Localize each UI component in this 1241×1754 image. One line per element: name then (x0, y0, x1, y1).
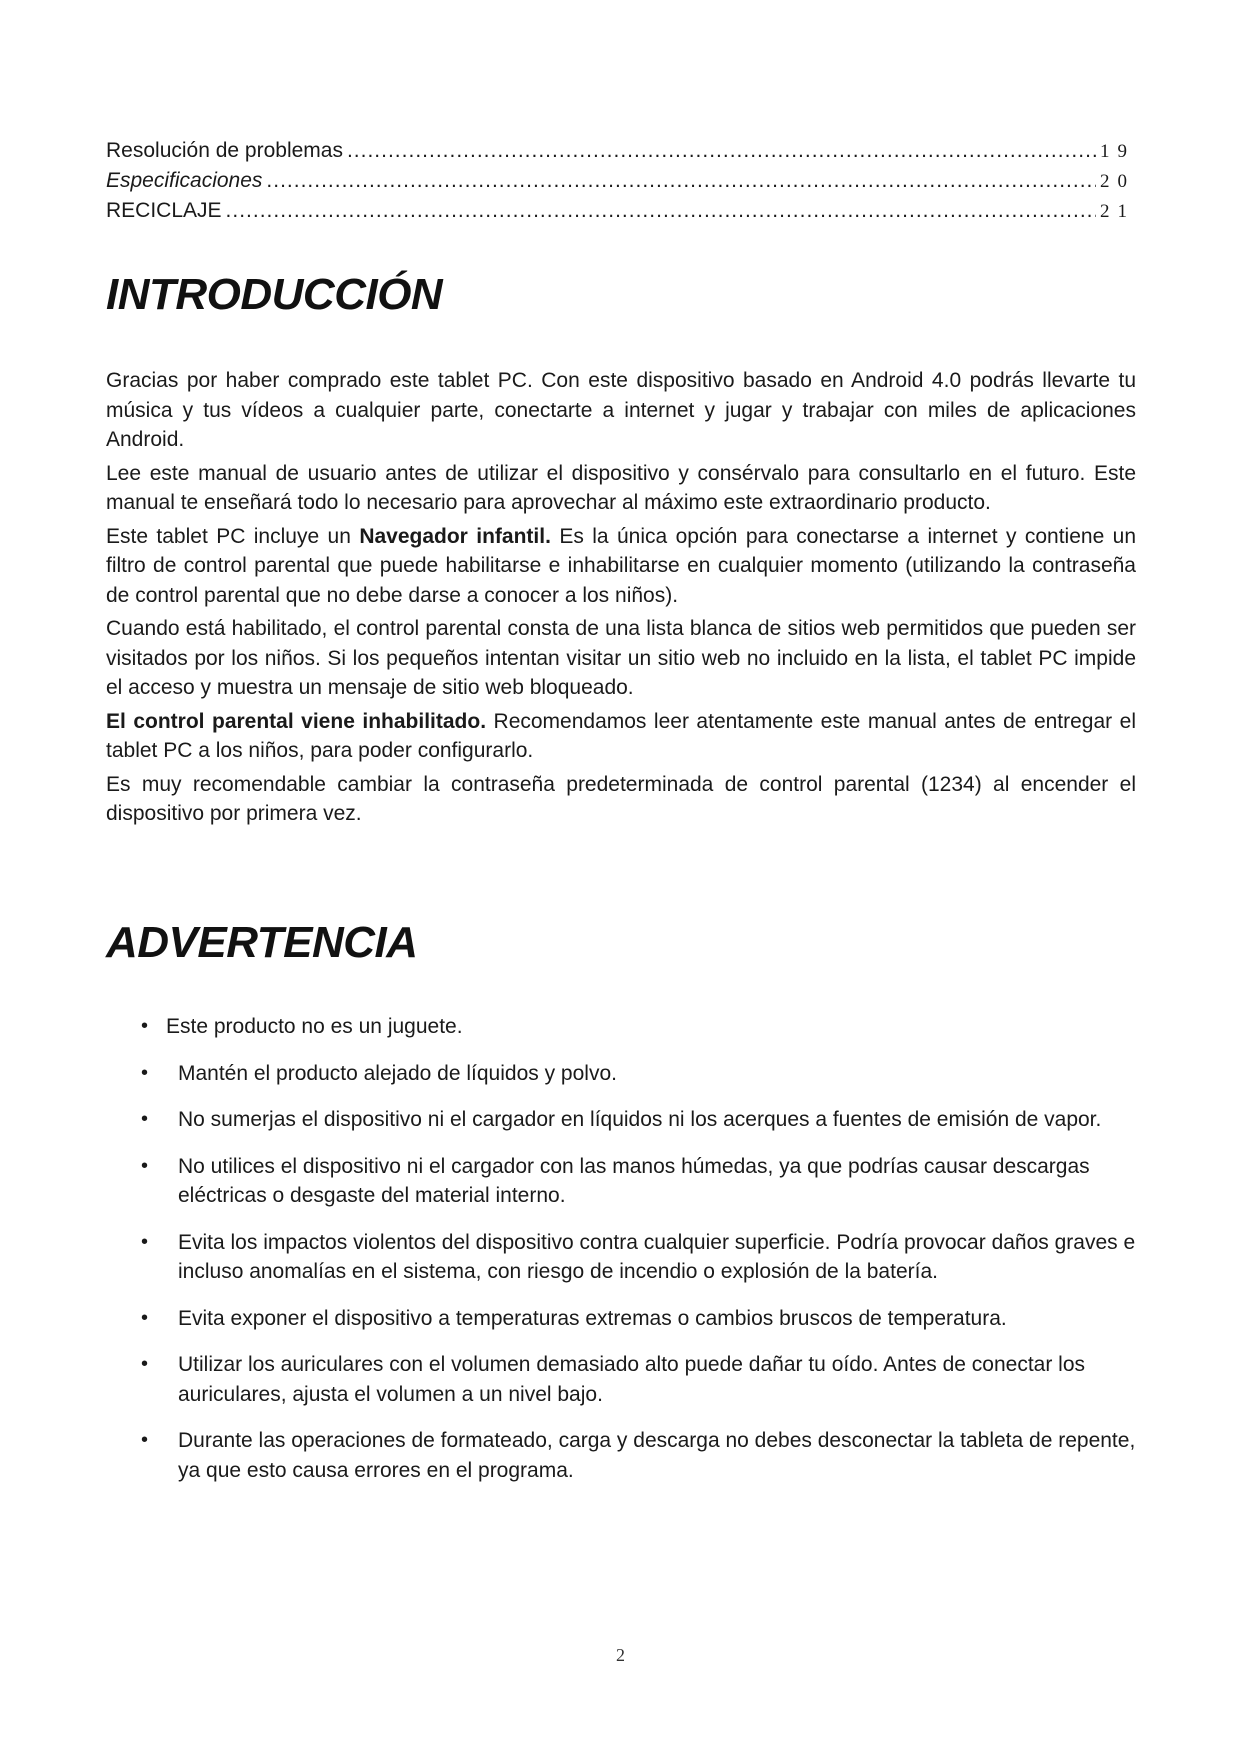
intro-paragraph (106, 707, 1136, 766)
warning-item-text: Mantén el producto alejado de líquidos y polvo. (178, 1061, 617, 1085)
toc-entry-title: Resolución de problemas (106, 139, 343, 162)
toc-leader-dots (347, 136, 1096, 166)
bullet-icon: • (141, 1353, 149, 1375)
warning-item-text: Durante las operaciones de formateado, carga y descarga no debes desconectar la tableta de repente, ya que esto causa errores en el programa. (178, 1429, 1136, 1482)
toc-leader-dots (266, 166, 1096, 196)
intro-paragraph: Es muy recomendable cambiar la contraseña predeterminada de control parental (1234) al encender el dispositivo por primera vez. (106, 772, 1136, 825)
table-of-contents (106, 136, 1136, 226)
toc-entry-page: 19 (1100, 141, 1135, 162)
intro-text: Recomendamos leer atentamente este manual antes de entregar el tablet PC a los niños, para poder configurarlo. (106, 709, 1136, 762)
bullet-icon: • (141, 1061, 149, 1084)
warning-list (106, 1012, 1136, 1502)
warning-heading: ADVERTENCIA (106, 918, 418, 967)
intro-paragraph: Cuando está habilitado, el control parental consta de una lista blanca de sitios web permitidos que pueden ser visitados por los niños. Si los pequeños intentan visitar un sitio web no incluido en la lista, el tablet PC impide el acceso y muestra un mensaje de sitio web bloqueado. (106, 617, 1136, 699)
warning-item-text: Evita exponer el dispositivo a temperaturas extremas o cambios bruscos de temperatura. (178, 1306, 1007, 1330)
bullet-icon: • (141, 1108, 149, 1130)
bullet-icon: • (141, 1154, 149, 1177)
intro-heading: INTRODUCCIÓN (106, 270, 443, 319)
toc-entry-title: Especificaciones (106, 169, 263, 192)
warning-item (106, 1350, 1136, 1409)
bullet-icon: • (141, 1015, 149, 1037)
warning-item (106, 1105, 1136, 1135)
warning-item (106, 1059, 1136, 1089)
intro-text: Es la única opción para conectarse a internet y contiene un filtro de control parental que puede habilitarse e inhabilitarse en cualquier momento (utilizando la contraseña de control parental que no debe darse a conocer a los niños). (106, 524, 1137, 607)
intro-text: Este tablet PC incluye un (106, 524, 360, 548)
warning-item (106, 1304, 1136, 1334)
warning-item-text: No utilices el dispositivo ni el cargador con las manos húmedas, ya que podrías causar descargas eléctricas o desgaste del material interno. (178, 1154, 1090, 1207)
toc-leader-dots (226, 196, 1096, 226)
toc-entry-page: 21 (1100, 201, 1135, 222)
bullet-icon: • (141, 1429, 149, 1451)
intro-paragraph: Lee este manual de usuario antes de utilizar el dispositivo y consérvalo para consultarlo en el futuro. Este manual te enseñará todo lo necesario para aprovechar al máximo este extraordinario producto. (106, 461, 1136, 514)
warning-item (106, 1228, 1136, 1287)
warning-item-text: Este producto no es un juguete. (166, 1015, 463, 1038)
warning-item (106, 1426, 1136, 1485)
page-number: 2 (616, 1645, 625, 1665)
warning-item-text: Evita los impactos violentos del dispositivo contra cualquier superficie. Podría provocar daños graves e incluso anomalías en el sistema, con riesgo de incendio o explosión de la batería. (178, 1230, 1136, 1283)
intro-body (106, 366, 1136, 833)
bullet-icon: • (141, 1230, 149, 1253)
toc-entry (106, 166, 1136, 196)
bullet-icon: • (141, 1306, 149, 1329)
toc-entry-title: RECICLAJE (106, 199, 222, 222)
warning-item (106, 1152, 1136, 1211)
warning-item-text: No sumerjas el dispositivo ni el cargador en líquidos ni los acerques a fuentes de emisión de vapor. (178, 1108, 1102, 1131)
toc-entry-page: 20 (1100, 171, 1135, 192)
warning-item (106, 1012, 1136, 1042)
warning-item-text: Utilizar los auriculares con el volumen demasiado alto puede dañar tu oído. Antes de conectar los auriculares, ajusta el volumen a un nivel bajo. (178, 1353, 1086, 1406)
intro-paragraph: Gracias por haber comprado este tablet PC. Con este dispositivo basado en Android 4.0 podrás llevarte tu música y tus vídeos a cualquier parte, conectarte a internet y jugar y trabajar con miles de aplicaciones Android. (106, 369, 1136, 451)
intro-paragraph (106, 522, 1136, 611)
toc-entry (106, 136, 1136, 166)
intro-bold-text: Navegador infantil. (359, 524, 551, 548)
toc-entry (106, 196, 1136, 226)
intro-bold-text: El control parental viene inhabilitado. (106, 709, 487, 733)
